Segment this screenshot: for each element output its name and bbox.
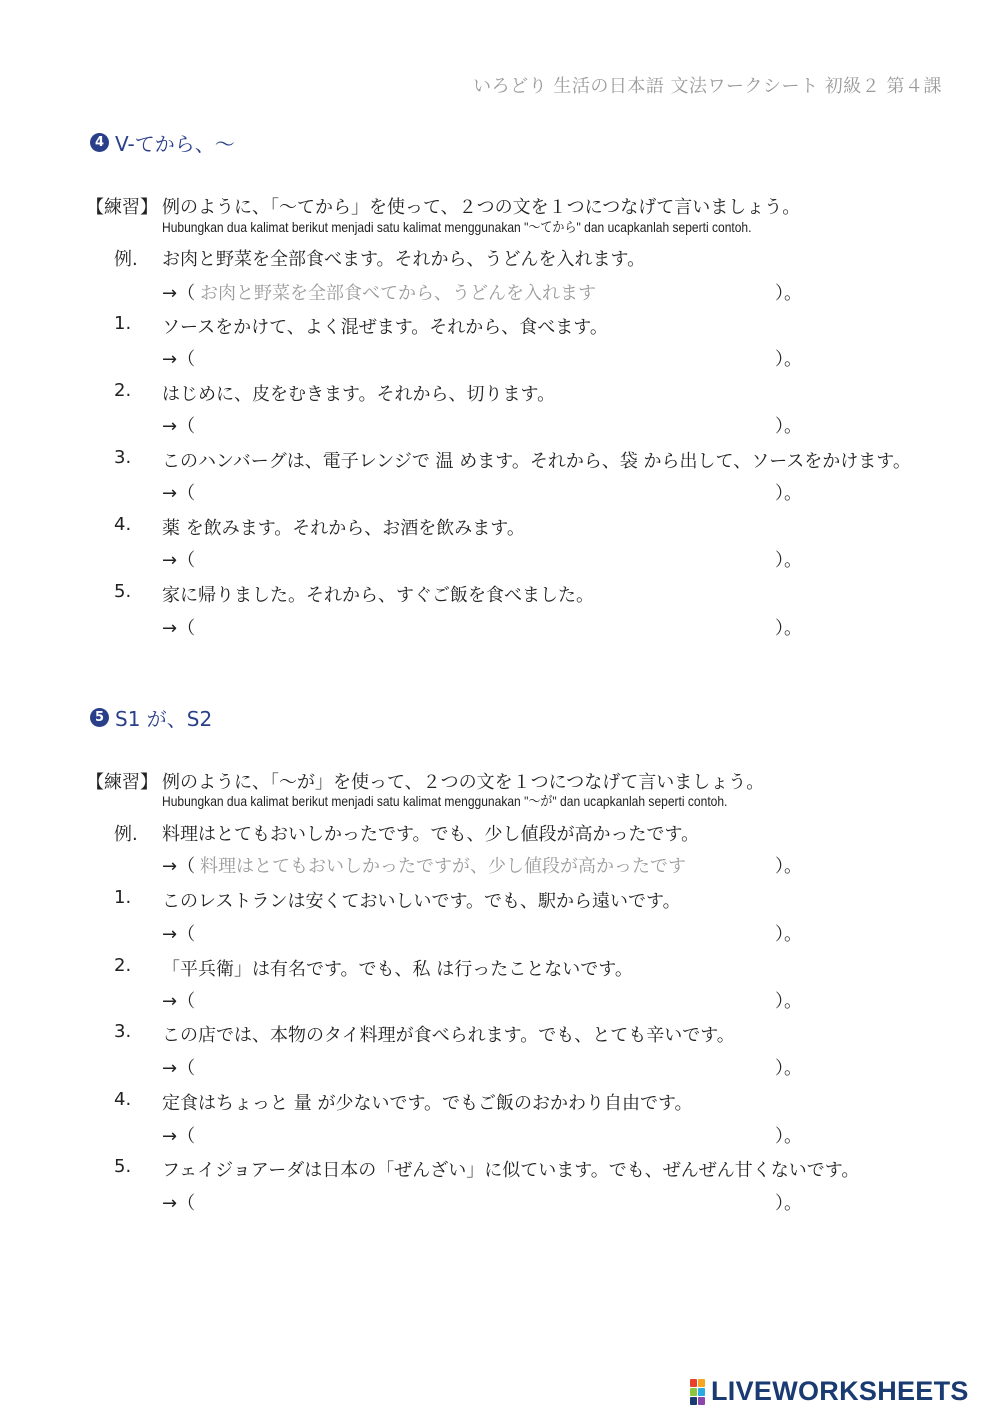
practice-label: 【練習】 [86, 772, 158, 793]
answer-open-paren: →（ [162, 856, 196, 877]
example-label: 例. [114, 824, 138, 845]
example-answer-row [162, 852, 802, 876]
liveworksheets-logo [690, 1376, 969, 1407]
answer-close-paren: ）。 [775, 283, 802, 304]
answer-row [162, 546, 802, 570]
answer-row [162, 1122, 802, 1146]
answer-input[interactable] [194, 987, 768, 1013]
answer-row [162, 345, 802, 369]
answer-close-paren: ）。 [775, 924, 802, 945]
section-number-badge: 5 [90, 708, 109, 727]
example-answer-row [162, 279, 802, 303]
instruction-text: 例のように、「～てから」を使って、２つの文を１つにつなげて言いましょう。 [162, 197, 801, 218]
answer-row [162, 479, 802, 503]
answer-close-paren: ）。 [775, 349, 802, 370]
answer-close-paren: ）。 [775, 1058, 802, 1079]
answer-close-paren: ）。 [775, 856, 802, 877]
answer-row [162, 614, 802, 638]
answer-open-paren: →（ [162, 550, 196, 571]
answer-close-paren: ）。 [775, 1126, 802, 1147]
question-number: 2. [114, 955, 132, 976]
answer-open-paren: →（ [162, 483, 196, 504]
answer-open-paren: →（ [162, 349, 196, 370]
section-title-text: S1 が、S2 [115, 707, 213, 731]
example-answer: 料理はとてもおいしかったですが、少し値段が高かったです [200, 856, 686, 877]
question-text: 薬 を飲みます。それから、お酒を飲みます。 [162, 518, 525, 539]
answer-open-paren: →（ [162, 283, 196, 304]
answer-row [162, 1189, 802, 1213]
question-number: 3. [114, 1021, 132, 1042]
answer-close-paren: ）。 [775, 1193, 802, 1214]
answer-input[interactable] [194, 1189, 768, 1215]
example-label: 例. [114, 249, 138, 270]
question-text: この店では、本物のタイ料理が食べられます。でも、とても辛いです。 [162, 1025, 735, 1046]
instruction-translation: Hubungkan dua kalimat berikut menjadi satu kalimat menggunakan "～てから" dan ucapkanlah seperti contoh. [162, 219, 752, 235]
answer-input[interactable] [194, 479, 768, 505]
question-text: 定食はちょっと 量 が少ないです。でもご飯のおかわり自由です。 [162, 1093, 693, 1114]
answer-row [162, 1054, 802, 1078]
answer-row [162, 920, 802, 944]
section-title-5 [90, 703, 212, 732]
answer-open-paren: →（ [162, 618, 196, 639]
answer-input[interactable] [194, 614, 768, 640]
question-number: 5. [114, 581, 132, 602]
example-text: お肉と野菜を全部食べます。それから、うどんを入れます。 [162, 249, 646, 270]
instruction-translation: Hubungkan dua kalimat berikut menjadi satu kalimat menggunakan "～が" dan ucapkanlah seperti contoh. [162, 793, 728, 809]
answer-close-paren: ）。 [775, 991, 802, 1012]
question-text: フェイジョアーダは日本の「ぜんざい」に似ています。でも、ぜんぜん甘くないです。 [162, 1160, 860, 1181]
question-number: 3. [114, 447, 132, 468]
question-text: 「平兵衛」は有名です。でも、私 は行ったことないです。 [162, 959, 633, 980]
question-number: 4. [114, 514, 132, 535]
question-number: 1. [114, 887, 132, 908]
question-text: 家に帰りました。それから、すぐご飯を食べました。 [162, 585, 594, 606]
example-text: 料理はとてもおいしかったです。でも、少し値段が高かったです。 [162, 824, 700, 845]
question-text: このレストランは安くておいしいです。でも、駅から遠いです。 [162, 891, 681, 912]
question-number: 5. [114, 1156, 132, 1177]
practice-label: 【練習】 [86, 197, 158, 218]
section-title-text: V-てから、～ [115, 132, 235, 156]
question-text: このハンバーグは、電子レンジで 温 めます。それから、袋 から出して、ソースをかけます。 [162, 451, 911, 472]
answer-close-paren: ）。 [775, 618, 802, 639]
answer-open-paren: →（ [162, 1058, 196, 1079]
section-number-badge: 4 [90, 133, 109, 152]
question-number: 1. [114, 313, 132, 334]
answer-input[interactable] [194, 1122, 768, 1148]
answer-input[interactable] [194, 345, 768, 371]
worksheet-header: いろどり 生活の日本語 文法ワークシート 初級２ 第４課 [473, 76, 942, 97]
answer-input[interactable] [194, 412, 768, 438]
example-answer: お肉と野菜を全部食べてから、うどんを入れます [200, 283, 596, 304]
answer-open-paren: →（ [162, 991, 196, 1012]
logo-text: LIVEWORKSHEETS [711, 1376, 969, 1406]
answer-input[interactable] [194, 1054, 768, 1080]
section-title-4 [90, 128, 235, 157]
answer-row [162, 412, 802, 436]
instruction-text: 例のように、「～が」を使って、２つの文を１つにつなげて言いましょう。 [162, 772, 765, 793]
answer-close-paren: ）。 [775, 550, 802, 571]
question-text: ソースをかけて、よく混ぜます。それから、食べます。 [162, 317, 608, 338]
answer-input[interactable] [194, 920, 768, 946]
question-number: 2. [114, 380, 132, 401]
question-number: 4. [114, 1089, 132, 1110]
answer-open-paren: →（ [162, 416, 196, 437]
answer-open-paren: →（ [162, 1126, 196, 1147]
answer-row [162, 987, 802, 1011]
question-text: はじめに、皮をむきます。それから、切ります。 [162, 384, 556, 405]
answer-input[interactable] [194, 546, 768, 572]
answer-open-paren: →（ [162, 924, 196, 945]
answer-open-paren: →（ [162, 1193, 196, 1214]
answer-close-paren: ）。 [775, 416, 802, 437]
answer-close-paren: ）。 [775, 483, 802, 504]
liveworksheets-logo-icon [690, 1379, 705, 1405]
